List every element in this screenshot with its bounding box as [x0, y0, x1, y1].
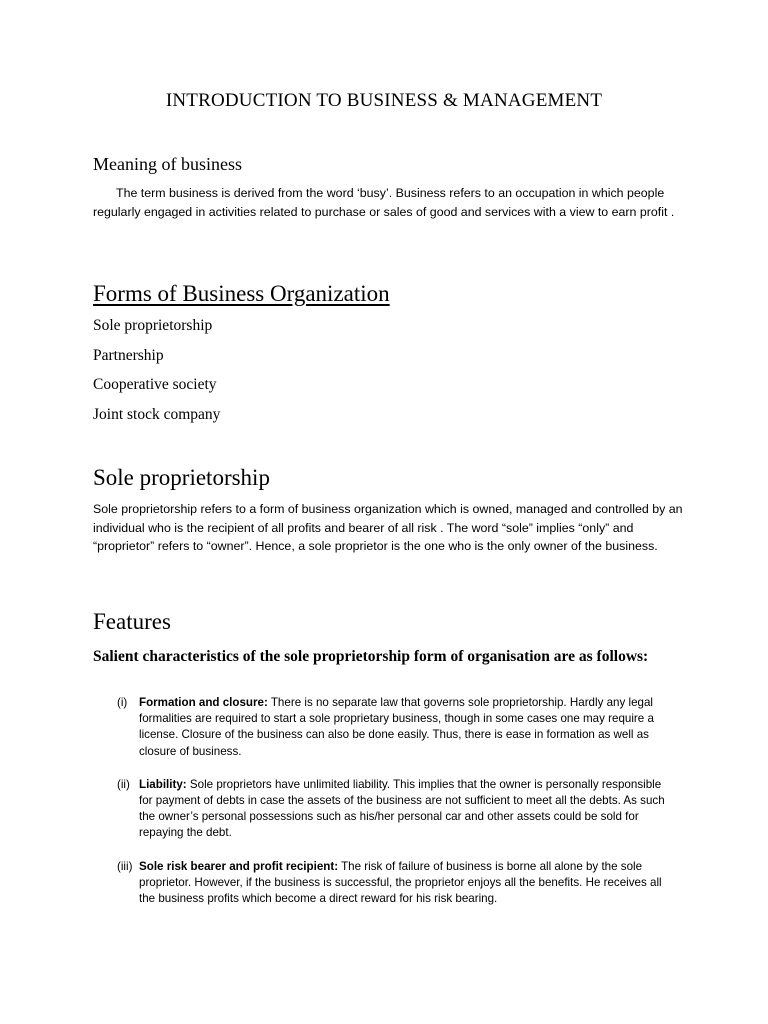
list-item: [117, 859, 677, 908]
feature-term: Sole risk bearer and profit recipient:: [139, 859, 339, 873]
meaning-heading: Meaning of business: [93, 154, 242, 174]
meaning-paragraph: The term business is derived from the word ‘busy’. Business refers to an occupation in which people regularly engaged in activities related to purchase or sales of good and services with a view to earn profit .: [93, 186, 675, 219]
item-number: (ii): [117, 777, 130, 791]
features-lead: Salient characteristics of the sole proprietorship form of organisation are as follows:: [93, 648, 649, 665]
document-title: INTRODUCTION TO BUSINESS & MANAGEMENT: [165, 90, 603, 111]
feature-term: Formation and closure:: [139, 696, 268, 709]
feature-text: The risk of failure of business is borne all alone by the sole proprietor. However, if the business is successful, the proprietor enjoys all the benefits. He receives all the business profits which become a direct reward for his risk bearing.: [139, 859, 662, 906]
list-item: Partnership: [93, 346, 164, 364]
sole-proprietorship-paragraph: Sole proprietorship refers to a form of business organization which is owned, managed and controlled by an individual who is the recipient of all profits and bearer of all risk . The word “sole” implies “only” and “proprietor” refers to “owner”. Hence, a sole proprietor is the one who is the only owner of the business.: [93, 502, 683, 553]
item-number: (iii): [117, 859, 133, 873]
forms-list: [93, 316, 220, 434]
item-number: (i): [117, 696, 128, 709]
feature-term: Liability:: [139, 777, 187, 791]
list-item: Joint stock company: [93, 405, 221, 423]
feature-text: There is no separate law that governs sole proprietorship. Hardly any legal formalities are required to start a sole proprietary business, though in some cases one may require a license. Closure of the business can also be done easily. Thus, there is ease in formation as well as closure of business.: [139, 696, 654, 758]
list-item: Sole proprietorship: [93, 317, 213, 334]
list-item: Cooperative society: [93, 376, 217, 393]
features-list: [117, 695, 677, 924]
feature-text: Sole proprietors have unlimited liability. This implies that the owner is personally responsible for payment of debts in case the assets of the business are not sufficient to meet all the debts. As such the owner’s personal possessions such as his/her personal car and other assets could be sold for repaying the debt.: [139, 777, 665, 840]
list-item: [117, 695, 677, 760]
forms-heading: Forms of Business Organization: [93, 281, 390, 306]
list-item: [117, 777, 677, 842]
sole-proprietorship-heading: Sole proprietorship: [93, 465, 270, 490]
features-heading: Features: [93, 609, 171, 634]
